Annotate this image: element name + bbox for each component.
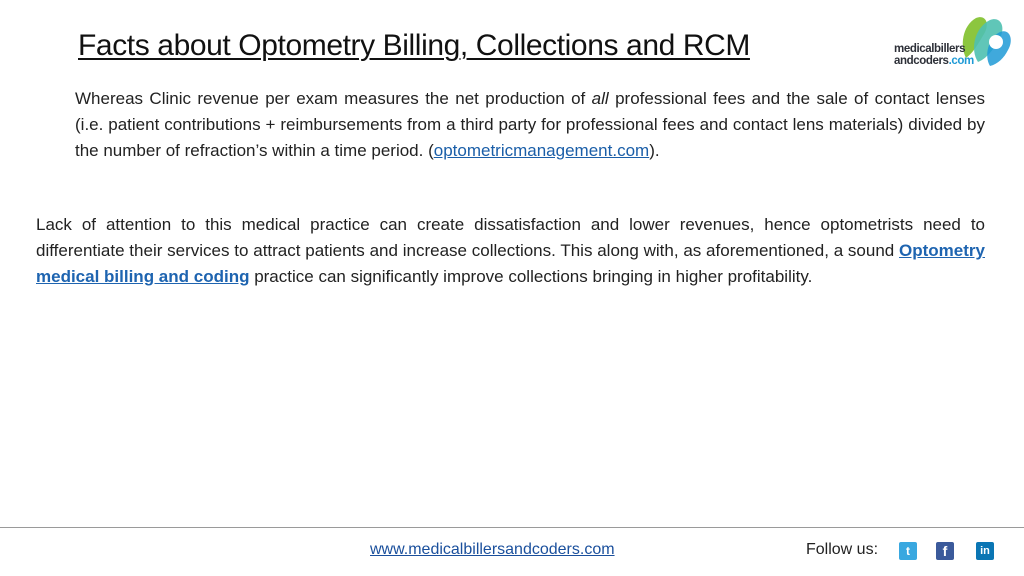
paragraph1-italic: all — [591, 89, 609, 108]
facebook-icon[interactable]: f — [936, 542, 954, 560]
logo-text — [894, 43, 974, 67]
paragraph1-text-b: professional fees and the sale of contact lenses (i.e. patient contributions + reimbursements from a third party for professional fees and contact lens materials) divided by the number of refraction’s within a time period. ( — [75, 89, 985, 160]
logo-dotcom: .com — [948, 55, 974, 67]
paragraph1-text-end: ). — [649, 141, 660, 160]
paragraph2-text-a: Lack of attention to this medical practice can create dissatisfaction and lower revenues, hence optometrists need to differentiate their services to attract patients and increase collections. This along with, as aforementioned, a sound — [36, 215, 985, 260]
logo-line2: andcoders — [894, 55, 949, 67]
footer-website-link[interactable]: www.medicalbillersandcoders.com — [370, 541, 615, 558]
paragraph2-text-b: practice can significantly improve collections bringing in higher profitability. — [249, 267, 813, 286]
page-title: Facts about Optometry Billing, Collections and RCM — [78, 29, 750, 62]
twitter-icon[interactable]: t — [899, 542, 917, 560]
paragraph1-text-a: Whereas Clinic revenue per exam measures the net production of — [75, 89, 592, 108]
optometry-billing-link[interactable]: Optometry medical billing and coding — [36, 241, 985, 286]
footer-divider — [0, 527, 1024, 528]
paragraph-lack-of-attention — [36, 212, 985, 290]
linkedin-icon[interactable]: in — [976, 542, 994, 560]
logo-line1: medicalbillers — [894, 43, 966, 55]
paragraph-revenue-per-exam — [75, 86, 985, 164]
company-logo[interactable] — [894, 12, 1014, 72]
optometricmanagement-link[interactable]: optometricmanagement.com — [433, 141, 650, 160]
follow-us-label: Follow us: — [806, 541, 879, 558]
